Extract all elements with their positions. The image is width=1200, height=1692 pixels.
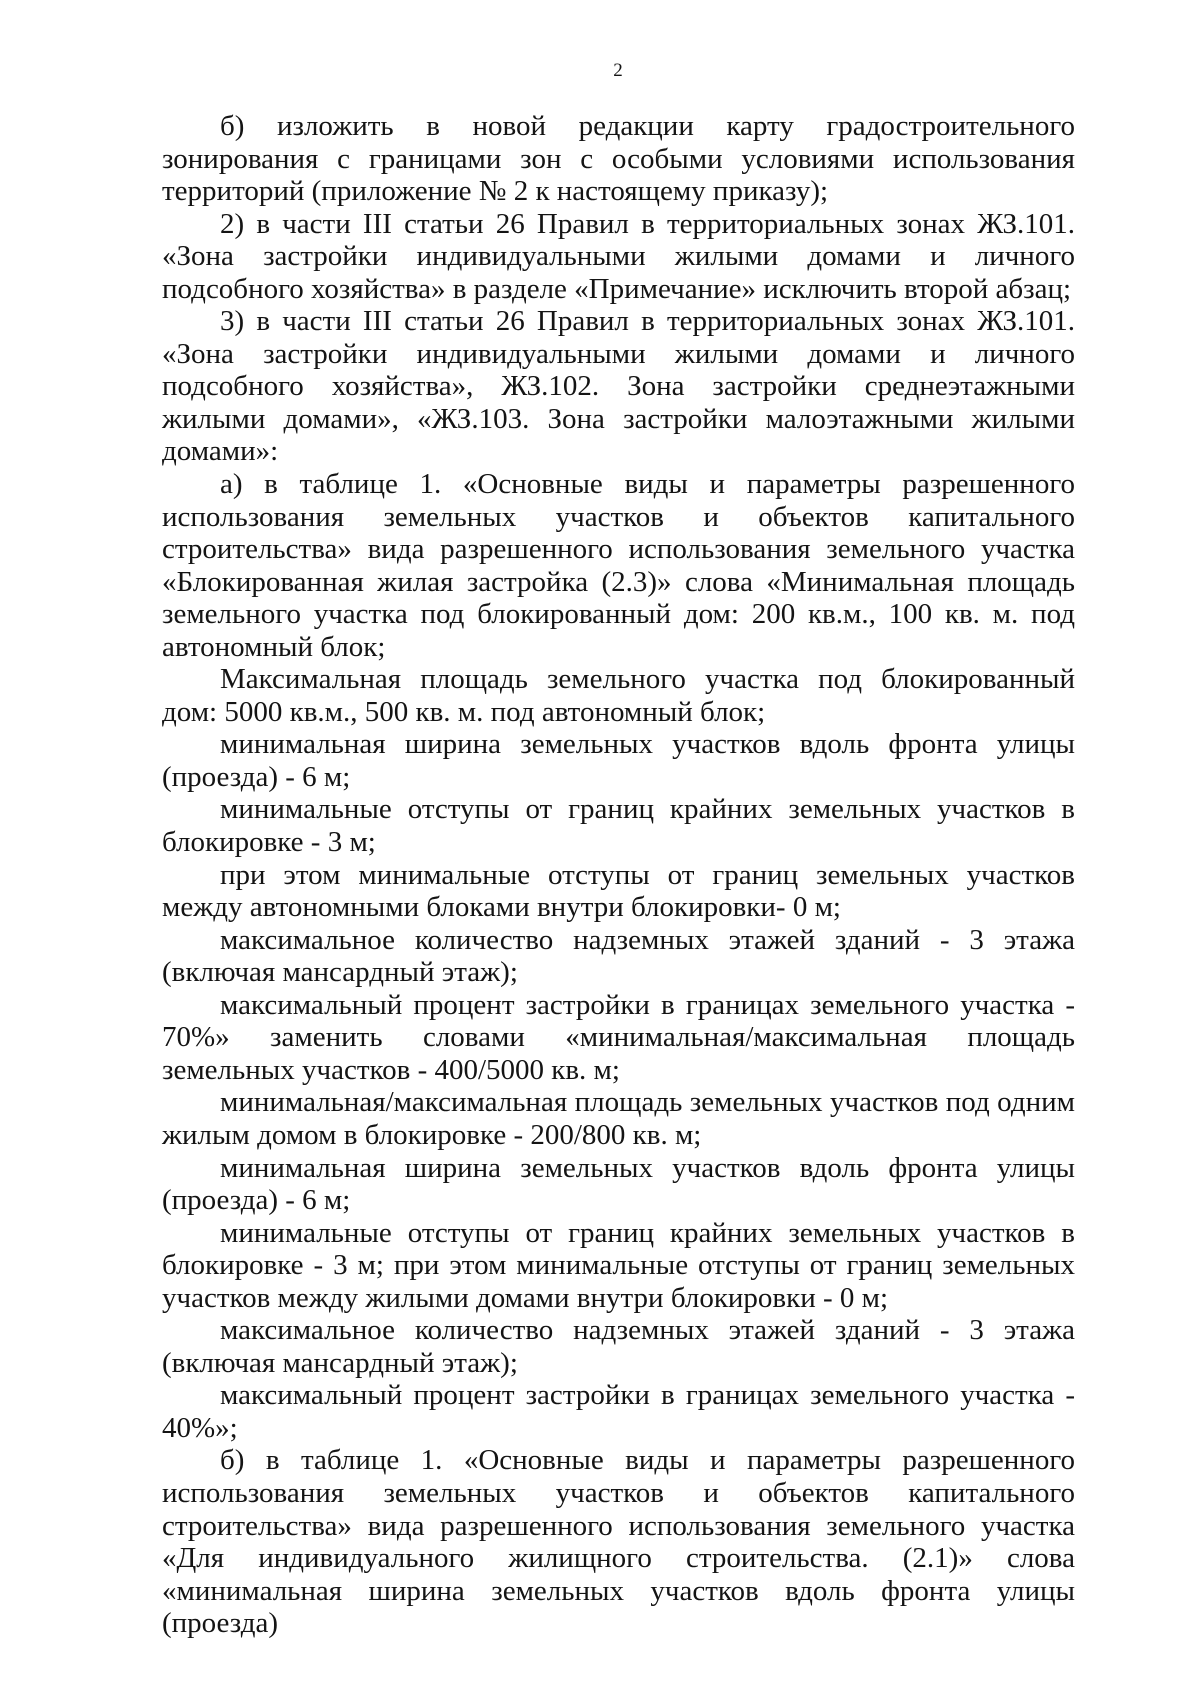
paragraph-max-coverage-new: максимальный процент застройки в границах земельного участка - 40%»; bbox=[162, 1379, 1075, 1444]
paragraph-inner-setbacks: при этом минимальные отступы от границ земельных участков между автономными блоками внутри блокировки- 0 м; bbox=[162, 858, 1075, 924]
paragraph-max-floors: максимальное количество надземных этажей зданий - 3 этажа (включая мансардный этаж); bbox=[162, 923, 1075, 989]
paragraph-setbacks-new: минимальные отступы от границ крайних земельных участков в блокировке - 3 м; при этом минимальные отступы от границ земельных участков между жилыми домами внутри блокировки - 0 м; bbox=[162, 1216, 1075, 1314]
paragraph-item-3: 3) в части III статьи 26 Правил в территориальных зонах ЖЗ.101. «Зона застройки индивидуальными жилыми домами и личного подсобного хозяйства», ЖЗ.102. Зона застройки среднеэтажными жилыми домами», «ЖЗ.103. Зона застройки малоэтажными жилыми домами»: bbox=[162, 305, 1075, 468]
paragraph-item-2: 2) в части III статьи 26 Правил в территориальных зонах ЖЗ.101. «Зона застройки индивидуальными жилыми домами и личного подсобного хозяйства» в разделе «Примечание» исключить второй абзац; bbox=[162, 207, 1075, 305]
paragraph-subitem-a: а) в таблице 1. «Основные виды и параметры разрешенного использования земельных участков и объектов капитального строительства» вида разрешенного использования земельного участка «Блокированная жилая застройка (2.3)» слова «Минимальная площадь земельного участка под блокированный дом: 200 кв.м., 100 кв. м. под автономный блок; bbox=[162, 468, 1075, 663]
paragraph-subitem-b: б) в таблице 1. «Основные виды и параметры разрешенного использования земельных участков и объектов капитального строительства» вида разрешенного использования земельного участка «Для индивидуального жилищного строительства. (2.1)» слова «минимальная ширина земельных участков вдоль фронта улицы (проезда) bbox=[162, 1444, 1075, 1640]
paragraph-min-setbacks: минимальные отступы от границ крайних земельных участков в блокировке - 3 м; bbox=[162, 793, 1075, 859]
paragraph-min-width-new: минимальная ширина земельных участков вдоль фронта улицы (проезда) - 6 м; bbox=[162, 1151, 1075, 1217]
paragraph-max-area: Максимальная площадь земельного участка под блокированный дом: 5000 кв.м., 500 кв. м. под автономный блок; bbox=[162, 663, 1075, 728]
page-number: 2 bbox=[613, 60, 623, 81]
paragraph-min-width: минимальная ширина земельных участков вдоль фронта улицы (проезда) - 6 м; bbox=[162, 728, 1075, 793]
paragraph-area-per-house: минимальная/максимальная площадь земельных участков под одним жилым домом в блокировке - 200/800 кв. м; bbox=[162, 1086, 1075, 1151]
paragraph-max-floors-new: максимальное количество надземных этажей зданий - 3 этажа (включая мансардный этаж); bbox=[162, 1314, 1075, 1379]
document-body bbox=[162, 110, 1075, 1640]
paragraph-map-revision: б) изложить в новой редакции карту градостроительного зонирования с границами зон с особыми условиями использования территорий (приложение № 2 к настоящему приказу); bbox=[162, 110, 1075, 208]
paragraph-max-coverage-replace: максимальный процент застройки в границах земельного участка - 70%» заменить словами «минимальная/максимальная площадь земельных участков - 400/5000 кв. м; bbox=[162, 988, 1075, 1086]
